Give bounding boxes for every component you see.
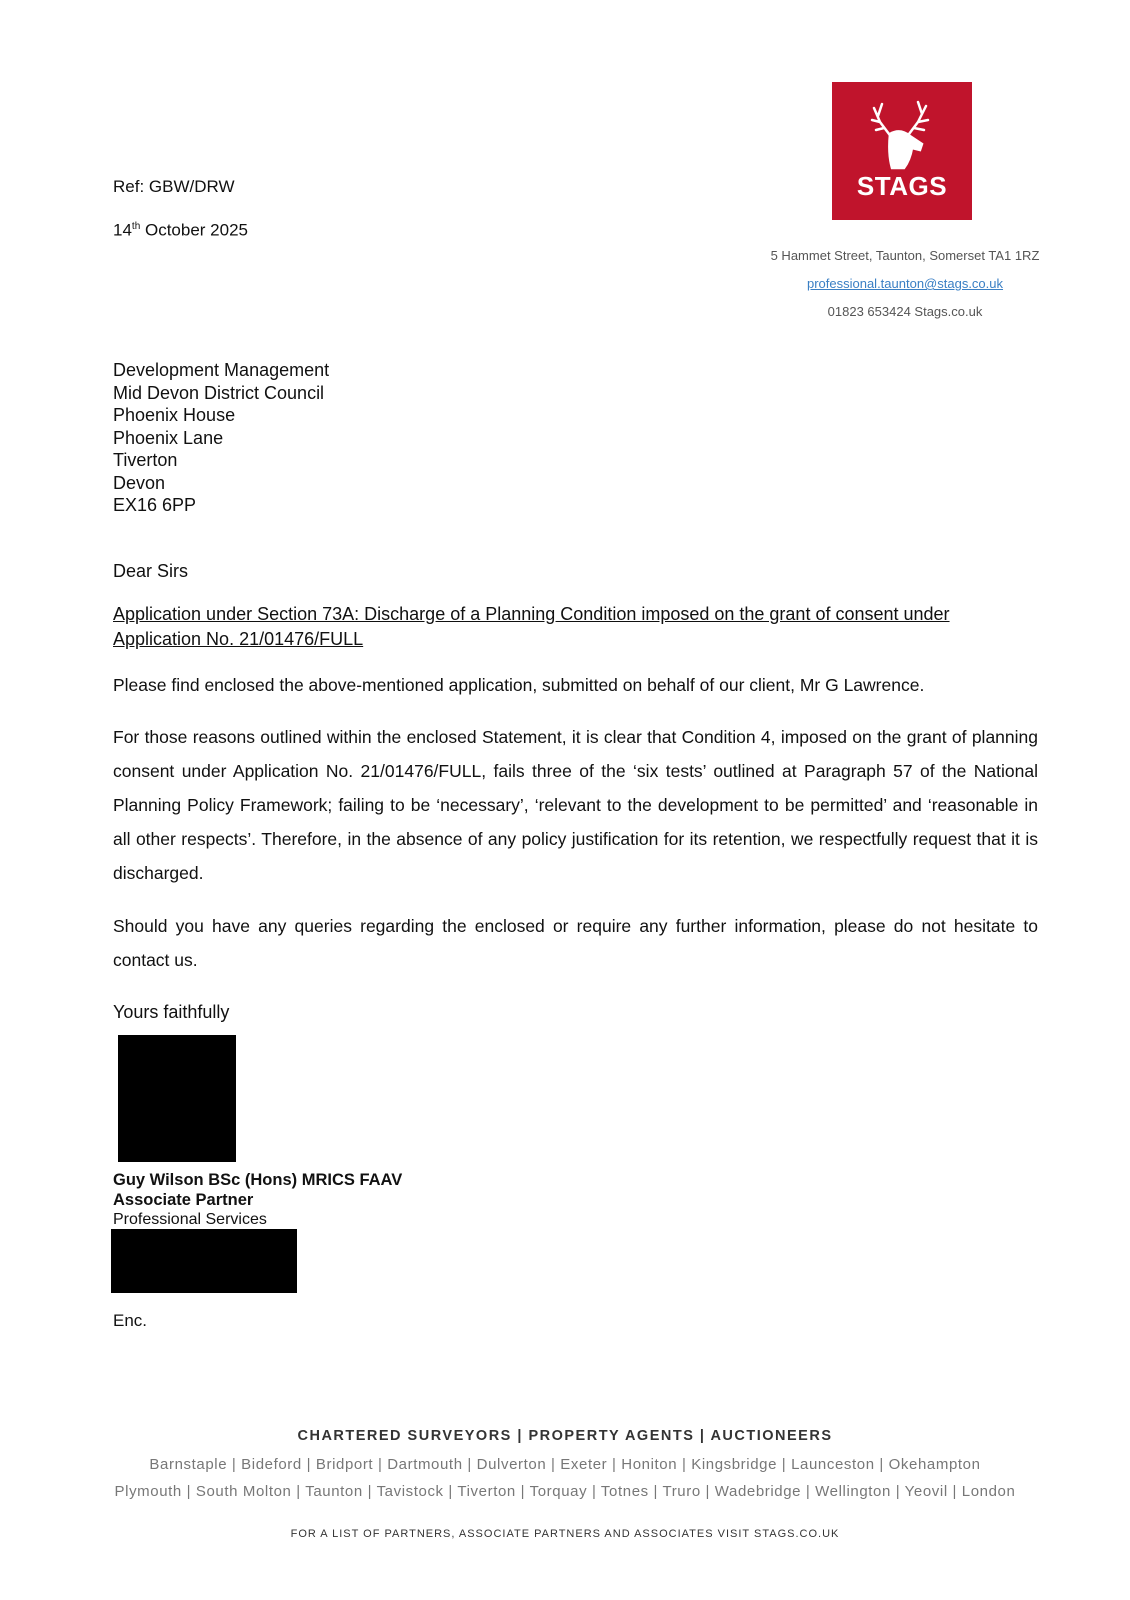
footer-offices-2: Plymouth | South Molton | Taunton | Tavistock | Tiverton | Torquay | Totnes | Truro | Wadebridge | Wellington | Yeovil | London [114,1483,1016,1500]
sender-phone-web: 01823 653424 Stags.co.uk [827,304,983,319]
footer-partners-note: FOR A LIST OF PARTNERS, ASSOCIATE PARTNERS AND ASSOCIATES VISIT STAGS.CO.UK [290,1528,840,1540]
paragraph-2: For those reasons outlined within the enclosed Statement, it is clear that Condition 4, imposed on the grant of planning consent under Application No. 21/01476/FULL, fails three of the ‘six tests’ outlined at Paragraph 57 of the National Planning Policy Framework; failing to be ‘necessary’, ‘relevant to the development to be permitted’ and ‘reasonable in all other respects’. Therefore, in the absence of any policy justification for its retention, we respectfully request that it is discharged. [113,727,1038,883]
signatory-title: Associate Partner [113,1191,254,1209]
redacted-signature [118,1035,236,1162]
logo-wordmark: STAGS [856,171,948,201]
recipient-address: Development Management Mid Devon District Council Phoenix House Phoenix Lane Tiverton Devon EX16 6PP [113,360,330,515]
reference: Ref: GBW/DRW [113,177,235,196]
signatory-name: Guy Wilson BSc (Hons) MRICS FAAV [113,1171,403,1189]
stags-logo [832,82,972,220]
subject-line: Application under Section 73A: Discharge of a Planning Condition imposed on the grant of consent under Application No. 21/01476/FULL [113,604,950,649]
signatory-department: Professional Services [113,1211,267,1228]
sender-address: 5 Hammet Street, Taunton, Somerset TA1 1RZ [770,248,1040,263]
stag-head-icon [870,98,934,170]
footer-services: CHARTERED SURVEYORS | PROPERTY AGENTS | AUCTIONEERS [297,1428,833,1444]
paragraph-1: Please find enclosed the above-mentioned application, submitted on behalf of our client, Mr G Lawrence. [113,675,925,695]
redacted-contact [111,1229,297,1293]
salutation: Dear Sirs [113,561,189,581]
closing: Yours faithfully [113,1002,230,1022]
enclosure-note: Enc. [113,1311,148,1330]
letter-date: 14th October 2025 [113,220,249,240]
sender-email-link[interactable]: professional.taunton@stags.co.uk [806,276,1004,291]
paragraph-3: Should you have any queries regarding the enclosed or require any further information, please do not hesitate to contact us. [113,916,1038,970]
footer-offices-1: Barnstaple | Bideford | Bridport | Dartmouth | Dulverton | Exeter | Honiton | Kingsbridge | Launceston | Okehampton [149,1456,981,1473]
